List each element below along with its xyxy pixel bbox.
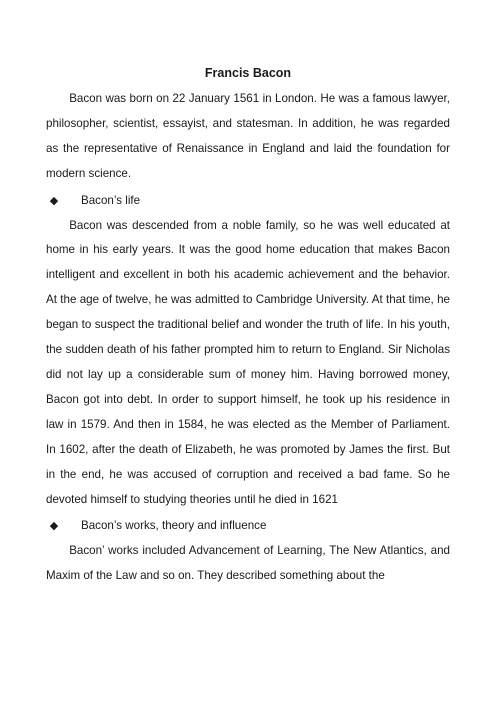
document-title: Francis Bacon bbox=[204, 66, 292, 80]
section-heading-life bbox=[46, 189, 450, 214]
section-paragraph-life: Bacon was descended from a noble family, so he was well educated at home in his early years. It was the good home education that makes Bacon intelligent and excellent in both his academic achievement and the behavior. At the age of twelve, he was admitted to Cambridge University. At that time, he began to suspect the traditional belief and wonder the truth of life. In his youth, the sudden death of his father prompted him to return to England. Sir Nicholas did not lay up a considerable sum of money him. Having borrowed money, Bacon got into debt. In order to support himself, he took up his residence in law in 1579. And then in 1584, he was elected as the Member of Parliament. In 1602, after the death of Elizabeth, he was promoted by James the first. But in the end, he was accused of corruption and received a bad fame. So he devoted himself to studying theories until he died in 1621 bbox=[46, 218, 450, 506]
section-paragraph-works: Bacon’ works included Advancement of Learning, The New Atlantics, and Maxim of the Law and so on. They described something about the bbox=[46, 544, 450, 583]
section-heading-label: Bacon’s works, theory and influence bbox=[81, 519, 267, 533]
document-page bbox=[46, 62, 450, 589]
section-heading-label: Bacon’s life bbox=[81, 193, 141, 207]
diamond-bullet-icon: ◆ bbox=[49, 194, 59, 207]
diamond-bullet-icon: ◆ bbox=[49, 520, 59, 533]
section-heading-works bbox=[46, 514, 450, 539]
intro-paragraph: Bacon was born on 22 January 1561 in London. He was a famous lawyer, philosopher, scientist, essayist, and statesman. In addition, he was regarded as the representative of Renaissance in England and laid the foundation for modern science. bbox=[46, 92, 450, 180]
